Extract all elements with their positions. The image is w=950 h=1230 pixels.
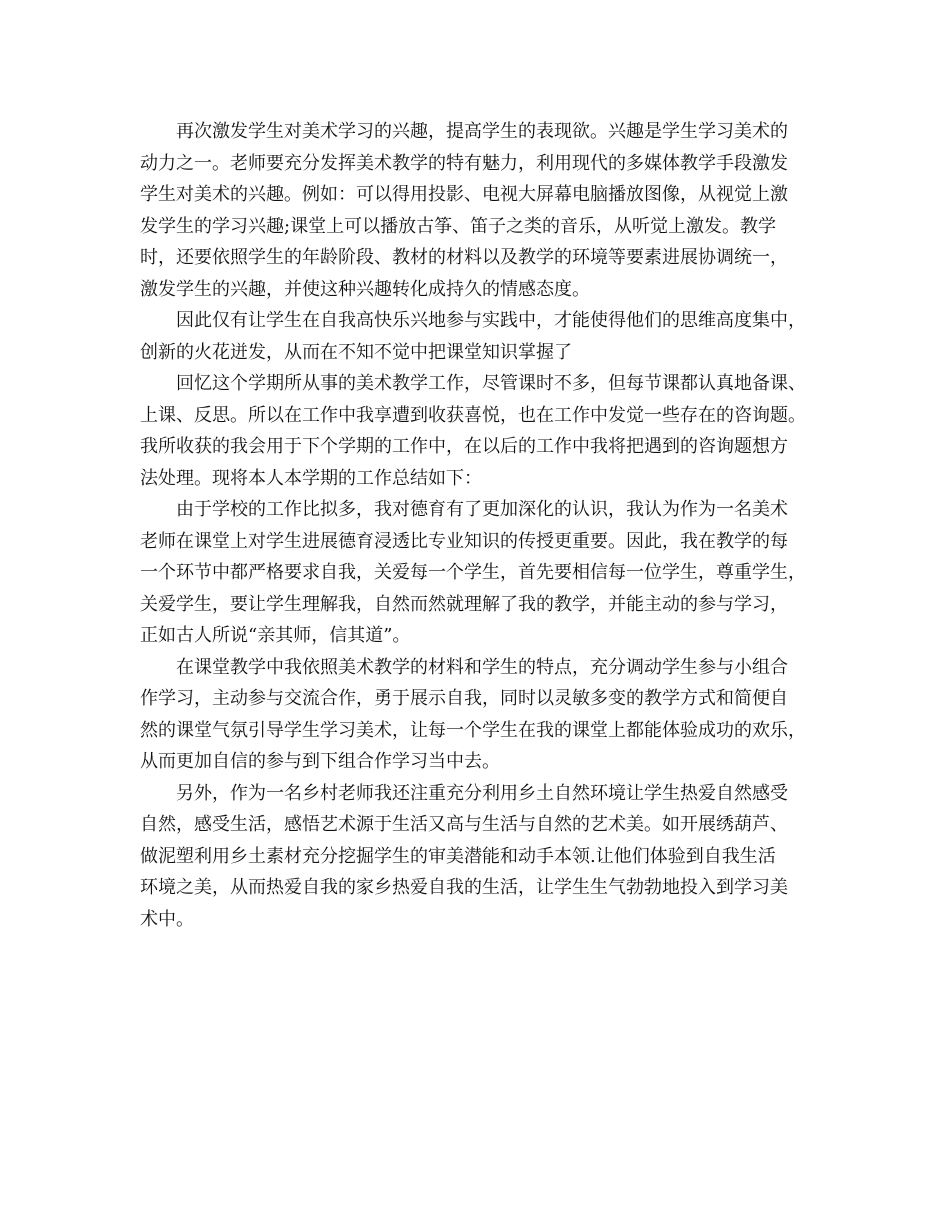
- text-line: 创新的火花迸发，从而在不知不觉中把课堂知识掌握了: [140, 341, 572, 363]
- paragraph: [140, 368, 830, 494]
- paragraph: [140, 494, 830, 652]
- text-line: 环境之美，从而热爱自我的家乡热爱自我的生活，让学生生气勃勃地投入到学习美: [140, 877, 788, 898]
- text-line: 关爱学生，要让学生理解我，自然而然就理解了我的教学，并能主动的参与学习，: [140, 593, 788, 615]
- paragraph: [140, 305, 830, 368]
- paragraph: [140, 778, 830, 936]
- text-line: 做泥塑利用乡土素材充分挖掘学生的审美潜能和动手本领.让他们体验到自我生活: [140, 845, 776, 867]
- text-line: 动力之一。老师要充分发挥美术教学的特有魅力，利用现代的多媒体教学手段激发: [140, 152, 788, 174]
- paragraph: [140, 116, 830, 305]
- text-line: 作学习，主动参与交流合作，勇于展示自我，同时以灵敏多变的教学方式和简便自: [140, 688, 788, 709]
- text-line: 因此仅有让学生在自我高快乐兴地参与实践中，才能使得他们的思维高度集中，: [176, 310, 806, 331]
- text-line: 在课堂教学中我依照美术教学的材料和学生的特点，充分调动学生参与小组合: [176, 656, 788, 678]
- text-line: 自然，感受生活，感悟艺术源于生活又高与生活与自然的艺术美。如开展绣葫芦、: [140, 814, 788, 835]
- text-line: 上课、反思。所以在工作中我享遭到收获喜悦，也在工作中发觉一些存在的咨询题。: [140, 404, 806, 426]
- text-line: 另外，作为一名乡村老师我还注重充分利用乡土自然环境让学生热爱自然感受: [176, 782, 788, 804]
- body-text: [140, 116, 830, 935]
- text-line: 激发学生的兴趣，并使这种兴趣转化成持久的情感态度。: [140, 278, 590, 300]
- text-line: 发学生的学习兴趣;课堂上可以播放古筝、笛子之类的音乐，从听觉上激发。教学: [140, 215, 777, 237]
- paragraph: [140, 652, 830, 778]
- text-line: 再次激发学生对美术学习的兴趣，提高学生的表现欲。兴趣是学生学习美术的: [176, 121, 788, 142]
- text-line: 学生对美术的兴趣。例如：可以得用投影、电视大屏幕电脑播放图像，从视觉上激: [140, 184, 788, 205]
- text-line: 老师在课堂上对学生进展德育浸透比专业知识的传授更重要。因此，我在教学的每: [140, 530, 788, 552]
- text-line: 时，还要依照学生的年龄阶段、教材的材料以及教学的环境等要素进展协调统一，: [140, 247, 788, 268]
- text-line: 从而更加自信的参与到下组合作学习当中去。: [140, 751, 500, 772]
- text-line: 我所收获的我会用于下个学期的工作中，在以后的工作中我将把遇到的咨询题想方: [140, 436, 788, 457]
- text-line: 术中。: [140, 908, 194, 930]
- text-line: 回忆这个学期所从事的美术教学工作，尽管课时不多，但每节课都认真地备课、: [176, 373, 806, 394]
- text-line: 法处理。现将本人本学期的工作总结如下：: [140, 467, 482, 489]
- text-line: 一个环节中都严格要求自我，关爱每一个学生，首先要相信每一位学生，尊重学生，: [140, 562, 806, 583]
- text-line: 由于学校的工作比拟多，我对德育有了更加深化的认识，我认为作为一名美术: [176, 499, 788, 520]
- text-line: 正如古人所说“亲其师，信其道”。: [140, 625, 411, 646]
- text-line: 然的课堂气氛引导学生学习美术，让每一个学生在我的课堂上都能体验成功的欢乐，: [140, 719, 806, 741]
